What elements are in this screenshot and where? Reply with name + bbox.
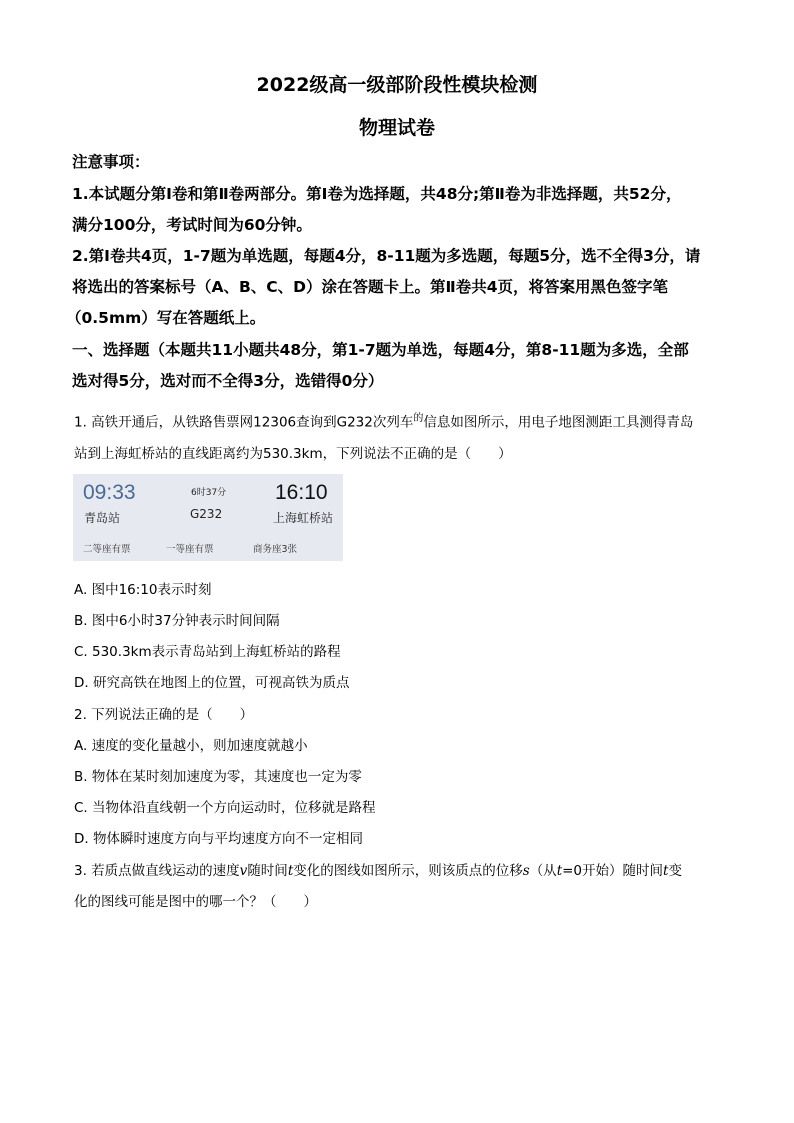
q3-part-1: 3. 若质点做直线运动的速度 — [74, 863, 240, 879]
exam-title: 2022级高一级部阶段性模块检测 — [256, 74, 538, 96]
q3-var-t0: t — [556, 863, 563, 879]
departure-station: 青岛站 — [84, 511, 121, 525]
notes-line-3: 2.第Ⅰ卷共4页，1-7题为单选题，每题4分，8-11题为多选题，每题5分，选不全得3分，请 — [72, 247, 701, 265]
train-ticket-card — [73, 474, 343, 561]
seat-second-class: 二等座有票 — [83, 544, 131, 555]
notes-line-1: 1.本试题分第Ⅰ卷和第Ⅱ卷两部分。第Ⅰ卷为选择题，共48分;第Ⅱ卷为非选择题，共52分， — [72, 185, 682, 203]
notes-line-2: 满分100分，考试时间为60分钟。 — [72, 216, 312, 234]
section-heading-line-2: 选对得5分，选对而不全得3分，选错得0分） — [72, 372, 384, 390]
q3-stem-line-1 — [74, 859, 682, 879]
seat-first-class: 一等座有票 — [166, 544, 214, 555]
q2-option-c: C. 当物体沿直线朝一个方向运动时，位移就是路程 — [74, 800, 376, 816]
seat-business-class: 商务座3张 — [253, 544, 298, 555]
q1-stem-line-1 — [74, 409, 693, 431]
q1-stem-sup: 的 — [413, 413, 424, 424]
trip-duration: 6时37分 — [191, 488, 227, 498]
q3-part-2: 随时间 — [247, 863, 288, 879]
q2-option-a: A. 速度的变化量越小，则加速度就越小 — [74, 738, 308, 754]
q1-stem-part-a: 1. 高铁开通后，从铁路售票网12306查询到G232次列车 — [74, 414, 414, 431]
q1-stem-line-2: 站到上海虹桥站的直线距离约为530.3km，下列说法不正确的是（ ） — [74, 446, 512, 462]
exam-subtitle: 物理试卷 — [358, 117, 435, 139]
q3-var-s: s — [522, 863, 530, 879]
q3-part-3: 变化的图线如图所示，则该质点的位移 — [293, 863, 523, 879]
q1-option-d: D. 研究高铁在地图上的位置，可视高铁为质点 — [74, 675, 350, 691]
notes-line-5: （0.5mm）写在答题纸上。 — [66, 309, 266, 327]
arrival-station: 上海虹桥站 — [273, 511, 334, 525]
section-heading-line-1: 一、选择题（本题共11小题共48分，第1-7题为单选，每题4分，第8-11题为多选，全部 — [72, 341, 689, 359]
notes-heading: 注意事项： — [72, 153, 150, 171]
q1-stem-part-b: 信息如图所示，用电子地图测距工具测得青岛 — [423, 414, 694, 431]
q2-option-b: B. 物体在某时刻加速度为零，其速度也一定为零 — [74, 769, 362, 785]
q3-stem-line-2: 化的图线可能是图中的哪一个？（ ） — [74, 894, 317, 910]
q2-option-d: D. 物体瞬时速度方向与平均速度方向不一定相同 — [74, 831, 363, 847]
q3-part-6: 变 — [668, 863, 682, 879]
arrival-time: 16:10 — [275, 481, 328, 504]
q3-var-t1: t — [287, 863, 294, 879]
train-number: G232 — [190, 507, 223, 521]
q3-var-v: v — [239, 863, 248, 879]
departure-time: 09:33 — [83, 481, 136, 504]
q1-option-c: C. 530.3km表示青岛站到上海虹桥站的路程 — [74, 644, 341, 660]
notes-line-4: 将选出的答案标号（A、B、C、D）涂在答题卡上。第Ⅱ卷共4页，将答案用黑色签字笔 — [72, 278, 669, 296]
q2-stem: 2. 下列说法正确的是（ ） — [74, 707, 254, 723]
q1-option-b: B. 图中6小时37分钟表示时间间隔 — [74, 613, 280, 629]
q3-part-4: （从 — [529, 863, 557, 879]
q1-option-a: A. 图中16:10表示时刻 — [74, 582, 212, 598]
q3-var-t2: t — [663, 863, 669, 879]
q3-part-5: =0开始）随时间 — [562, 863, 664, 879]
